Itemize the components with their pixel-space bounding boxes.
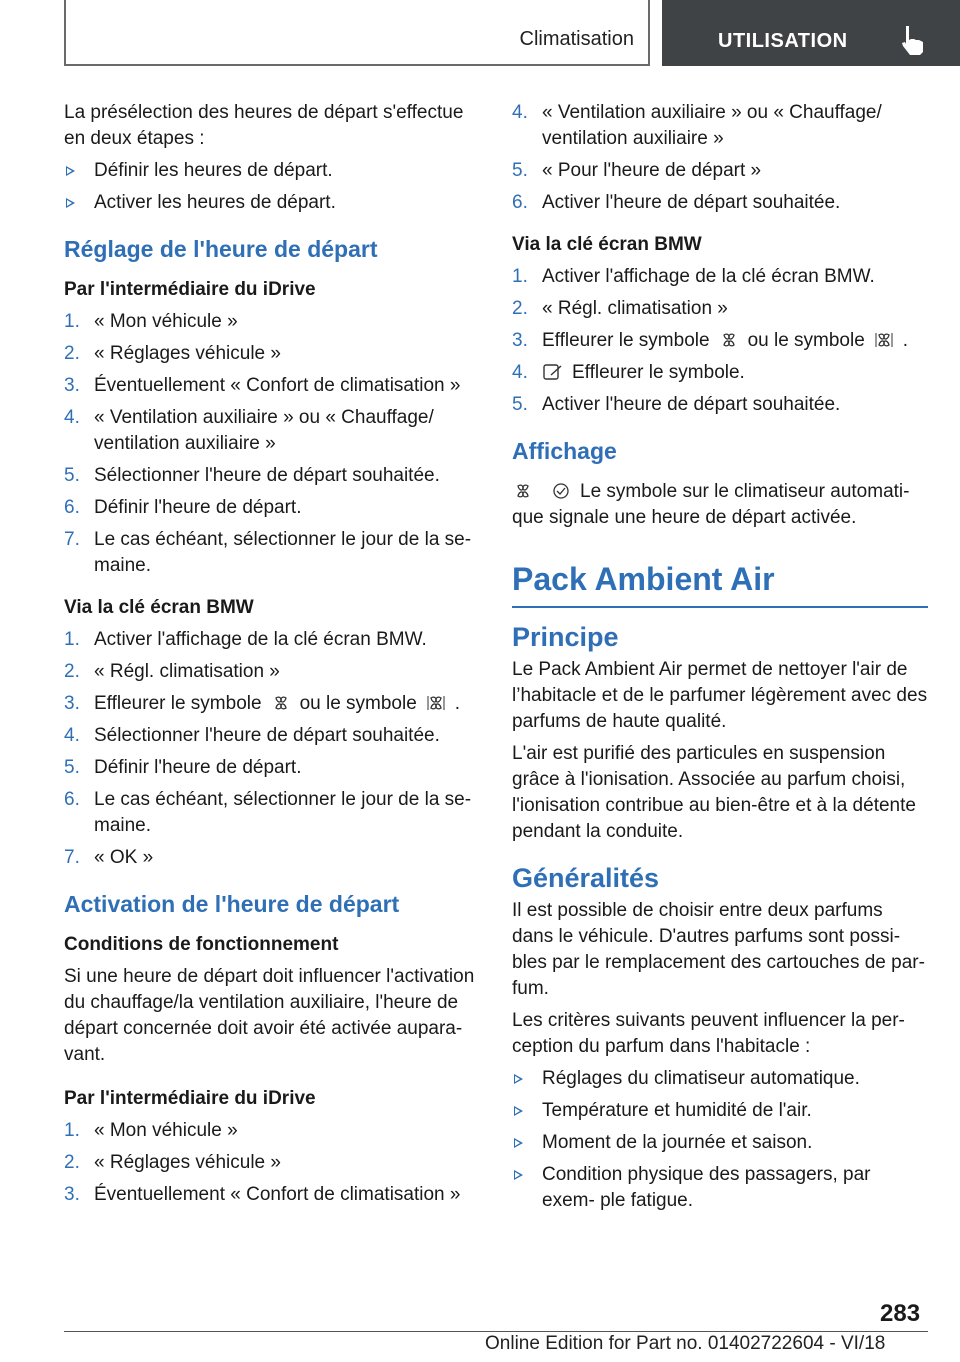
subheading-idrive-2: Par l'intermédiaire du iDrive xyxy=(64,1088,316,1109)
timer-checkbox-icon xyxy=(542,363,564,381)
list-item: Température et humidité de l'air. xyxy=(512,1098,928,1124)
list-item: 2. « Régl. climatisation » xyxy=(64,661,280,682)
list-item: 4. « Ventilation auxiliaire » ou « Chauffage/ ventilation auxiliaire » xyxy=(64,407,434,454)
list-item: 5. Sélectionner l'heure de départ souhaitée. xyxy=(64,465,440,486)
header-chapter-tab xyxy=(662,0,960,66)
list-item: Moment de la journée et saison. xyxy=(512,1130,928,1156)
heating-ventilation-icon xyxy=(425,694,447,712)
general-bullet-list xyxy=(512,1066,928,1214)
section-title: Climatisation xyxy=(519,28,634,50)
steps-activation-continued xyxy=(512,100,928,216)
heading-general: Généralités xyxy=(512,863,660,893)
list-item: 5. « Pour l'heure de départ » xyxy=(512,160,762,181)
list-item: 6. Le cas échéant, sélectionner le jour de la se‐ maine. xyxy=(64,789,472,836)
list-item: 7. « OK » xyxy=(64,847,154,868)
list-item: 1. « Mon véhicule » xyxy=(64,311,238,332)
steps-idrive-2 xyxy=(64,1118,484,1208)
footer-edition: Online Edition for Part no. 01402722604 - VI/18 xyxy=(485,1333,886,1354)
list-item: 3. Éventuellement « Confort de climatisation » xyxy=(64,375,461,396)
subheading-key: Via la clé écran BMW xyxy=(64,597,254,618)
general-paragraph-1: Il est possible de choisir entre deux parfums dans le véhicule. D'autres parfums sont possi‐ bles par le remplacement des cartouches de par‐ fum. xyxy=(512,900,925,999)
intro-bullet-list xyxy=(64,158,484,216)
heading-principle: Principe xyxy=(512,622,619,652)
list-item: Activer les heures de départ. xyxy=(64,190,484,216)
steps-key xyxy=(64,627,484,871)
page-number: 283 xyxy=(880,1300,921,1327)
intro-text: La présélection des heures de départ s'effectue en deux étapes : xyxy=(64,102,464,149)
list-item: 6. Définir l'heure de départ. xyxy=(64,497,302,518)
clock-check-icon xyxy=(550,482,572,500)
subheading-key-right: Via la clé écran BMW xyxy=(512,234,702,255)
heading-display: Affichage xyxy=(512,438,617,464)
triangle-bullet-icon xyxy=(514,1106,523,1116)
subheading-conditions: Conditions de fonctionnement xyxy=(64,934,339,955)
list-item: 3. Effleurer le symbole ou le symbole . xyxy=(64,693,461,714)
left-column xyxy=(64,100,484,1224)
fan-auxiliary-ventilation-icon xyxy=(270,694,292,712)
list-item: 2. « Régl. climatisation » xyxy=(512,298,728,319)
list-item: 5. Définir l'heure de départ. xyxy=(64,757,302,778)
list-item: Condition physique des passagers, par exem‐ ple fatigue. xyxy=(512,1162,928,1214)
list-item: 4. « Ventilation auxiliaire » ou « Chauffage/ ventilation auxiliaire » xyxy=(512,102,882,149)
list-item: Définir les heures de départ. xyxy=(64,158,484,184)
principle-paragraph-2: L'air est purifié des particules en suspension grâce à l'ionisation. Associée au parfum choisi, l'ionisation contribue au bien-être et à la détente pendant la conduite. xyxy=(512,743,916,842)
fan-auxiliary-ventilation-icon xyxy=(718,331,740,349)
triangle-bullet-icon xyxy=(514,1138,523,1148)
steps-idrive xyxy=(64,309,484,579)
principle-paragraph-1: Le Pack Ambient Air permet de nettoyer l'air de l’habitacle et de le parfumer légèrement avec des parfums de haute qualité. xyxy=(512,659,928,732)
list-item: 7. Le cas échéant, sélectionner le jour de la se‐ maine. xyxy=(64,529,472,576)
list-item: 2. « Réglages véhicule » xyxy=(64,343,281,364)
triangle-bullet-icon xyxy=(514,1170,523,1180)
subheading-idrive: Par l'intermédiaire du iDrive xyxy=(64,279,316,300)
list-item: 1. « Mon véhicule » xyxy=(64,1120,238,1141)
heating-ventilation-icon xyxy=(873,331,895,349)
list-item: 6. Activer l'heure de départ souhaitée. xyxy=(512,192,841,213)
display-text: Le symbole sur le climatiseur automati‐ que signale une heure de départ activée. xyxy=(512,481,910,528)
heading-activation: Activation de l'heure de départ xyxy=(64,891,400,917)
list-item: 3. Effleurer le symbole ou le symbole . xyxy=(512,330,909,351)
list-item: 2. « Réglages véhicule » xyxy=(64,1152,281,1173)
triangle-bullet-icon xyxy=(66,166,75,176)
list-item: 4. Effleurer le symbole. xyxy=(512,362,745,383)
chapter-title: UTILISATION xyxy=(718,30,848,52)
header-section-tab xyxy=(64,0,650,66)
list-item: 3. Éventuellement « Confort de climatisation » xyxy=(64,1184,461,1205)
heading-pack-ambient-air: Pack Ambient Air xyxy=(512,561,928,608)
fan-auxiliary-ventilation-icon xyxy=(512,482,534,500)
general-paragraph-2: Les critères suivants peuvent influencer la per‐ ception du parfum dans l'habitacle : xyxy=(512,1010,905,1057)
triangle-bullet-icon xyxy=(66,198,75,208)
steps-key-right xyxy=(512,264,928,418)
list-item: 1. Activer l'affichage de la clé écran BMW. xyxy=(64,629,427,650)
list-item: Réglages du climatiseur automatique. xyxy=(512,1066,928,1092)
list-item: 5. Activer l'heure de départ souhaitée. xyxy=(512,394,841,415)
right-column xyxy=(512,100,928,1228)
conditions-text: Si une heure de départ doit influencer l'activation du chauffage/la ventilation auxiliaire, l'heure de départ concernée doit avoir été activée aupara‐ vant. xyxy=(64,966,475,1065)
heading-setting-departure: Réglage de l'heure de départ xyxy=(64,236,378,262)
footer-divider xyxy=(64,1331,928,1332)
list-item: 1. Activer l'affichage de la clé écran BMW. xyxy=(512,266,875,287)
triangle-bullet-icon xyxy=(514,1074,523,1084)
pointing-hand-icon xyxy=(898,24,928,56)
list-item: 4. Sélectionner l'heure de départ souhaitée. xyxy=(64,725,440,746)
